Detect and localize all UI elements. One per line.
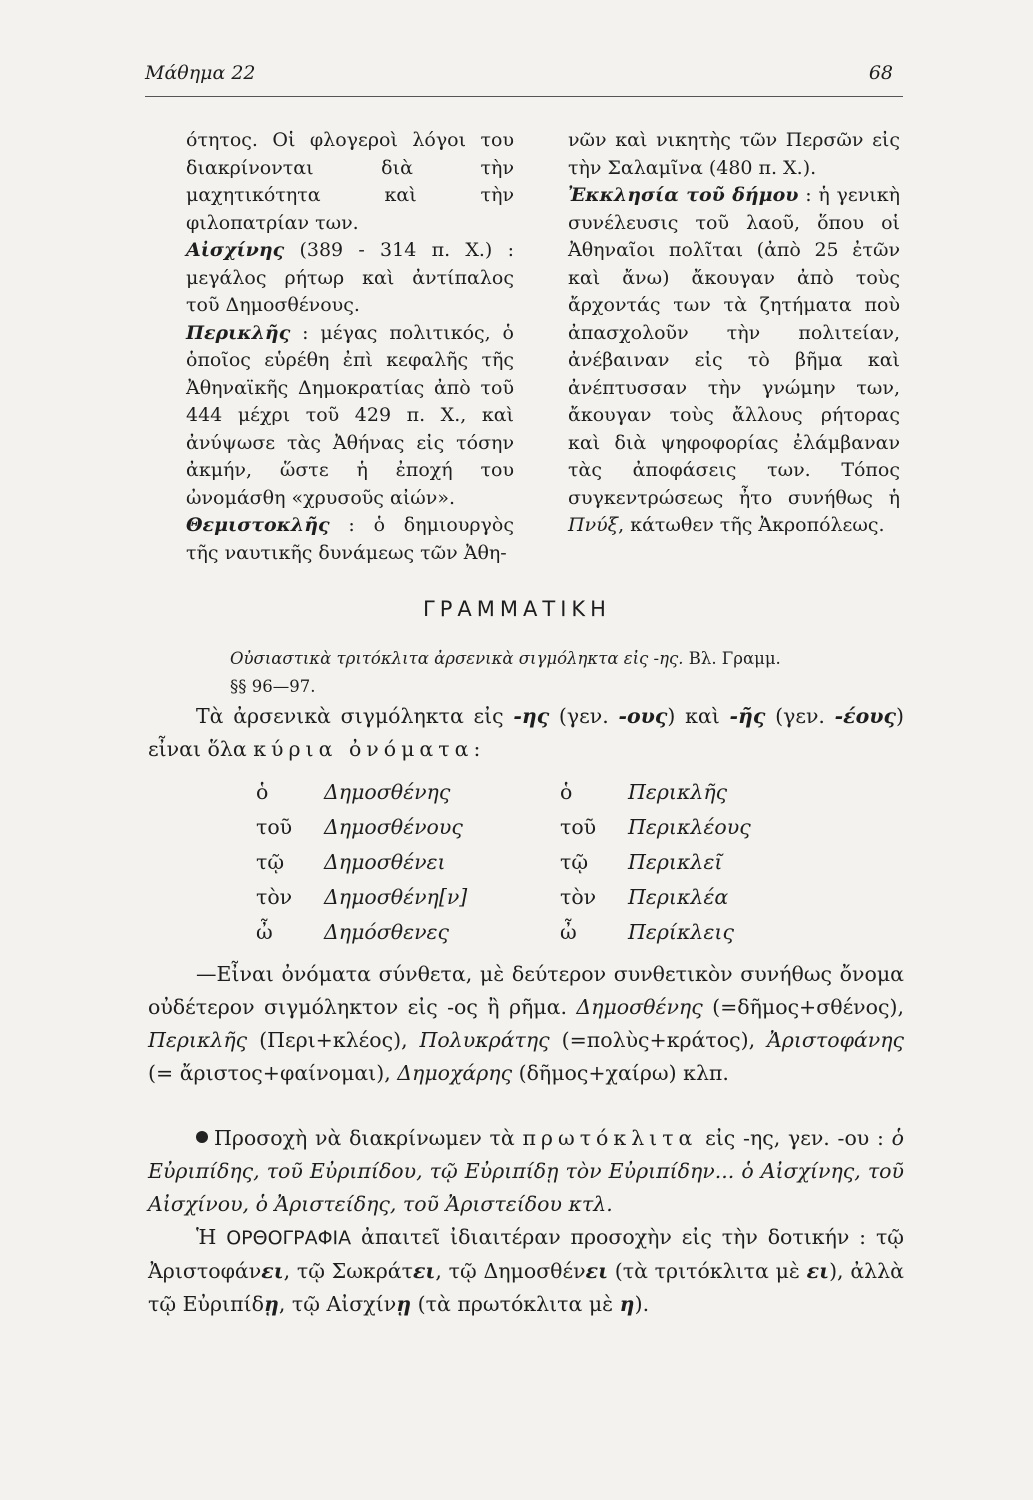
noun-cell: Δημοσθένη[ν]	[324, 884, 468, 909]
noun-cell: Δημόσθενες	[324, 919, 450, 944]
page-number: 68	[868, 62, 893, 84]
glossary-term: Ἐκκλησία τοῦ δήμου	[568, 184, 799, 206]
note-text: (Περι+κλέος),	[247, 1028, 420, 1052]
example-word: Ἀριστοφάνης	[767, 1028, 904, 1052]
attention-note	[148, 1122, 904, 1221]
table-row	[256, 809, 828, 844]
article-cell: τῷ	[560, 849, 589, 874]
bullet-icon	[196, 1131, 208, 1143]
rule-text: :	[473, 737, 481, 761]
note-text: (δῆμος+χαίρω) κλπ.	[512, 1061, 729, 1085]
note-text: ).	[634, 1292, 650, 1316]
noun-cell: Περικλῆς	[628, 779, 728, 804]
section-title: ΓΡΑΜΜΑΤΙΚΗ	[423, 597, 611, 621]
rule-text: (γεν.	[765, 704, 825, 728]
note-text: —Εἶναι ὀνόματα σύνθετα, μὲ δεύτερον συνθετικὸν συνήθως ὄνομα οὐδέτερον σιγμόληκτον εἰς -ος ἢ ρῆμα.	[148, 962, 904, 1019]
rule-text: ) εἶναι ὅλα	[148, 704, 904, 761]
rule-emphasis: κύρια ὀνόματα	[253, 737, 474, 761]
lesson-header: Μάθημα 22	[145, 62, 256, 84]
note-text: (=πολὺς+κράτος),	[549, 1028, 767, 1052]
example-word: Περικλῆς	[148, 1028, 248, 1052]
subtitle-text: Οὐσιαστικὰ τριτόκλιτα ἀρσενικὰ σιγμόληκτα εἰς -ης.	[230, 649, 684, 668]
note-text: , τῷ Δημοσθέν	[435, 1259, 586, 1283]
ending: ει	[261, 1259, 284, 1283]
noun-cell: Δημοσθένης	[324, 779, 451, 804]
ending: -ης	[513, 704, 550, 728]
glossary-text: : ὁ δημιουργὸς τῆς ναυτικῆς δυνάμεως τῶν Ἀθη-	[186, 514, 514, 564]
noun-cell: Δημοσθένους	[324, 814, 463, 839]
note-text: (=δῆμος+σθένος),	[702, 995, 904, 1019]
declension-table	[256, 774, 828, 949]
glossary-text: ότητος. Οἱ φλογεροὶ λόγοι του διακρίνονται διὰ τὴν μαχητικότητα καὶ τὴν φιλοπατρίαν των.	[186, 129, 514, 234]
example-word: Δημοσθένης	[576, 995, 703, 1019]
noun-cell: Περίκλεις	[628, 919, 734, 944]
ending: ῃ	[263, 1292, 279, 1316]
glossary-left-column	[186, 127, 514, 567]
article-cell: ὁ	[560, 779, 573, 804]
glossary-entry	[568, 182, 900, 540]
article-cell: τοῦ	[560, 814, 597, 839]
glossary-text: : μέγας πολιτικός, ὁ ὁποῖος εὑρέθη ἐπὶ κεφαλῆς τῆς Ἀθηναϊκῆς Δημοκρατίας ἀπὸ τοῦ 444 μέχρι τοῦ 429 π. Χ., καὶ ἀνύψωσε τὰς Ἀθήνας εἰς τόσην ἀκμήν, ὥστε ἡ ἐποχή του ὠνομάσθη «χρυσοῦς αἰών».	[186, 321, 514, 509]
note-text: , τῷ Αἰσχίν	[278, 1292, 397, 1316]
article-cell: ὁ	[256, 779, 269, 804]
ending: -έους	[834, 704, 896, 728]
table-row	[256, 774, 828, 809]
glossary-text: : ἡ γενικὴ συνέλευσις τοῦ λαοῦ, ὅπου οἱ Ἀθηναῖοι πολῖται (ἀπὸ 25 ἐτῶν καὶ ἄνω) ἄκουγαν ἀπὸ τοὺς ἄρχοντάς των τὰ ζητήματα ποὺ ἀπασχολοῦν τὴν πολιτείαν, ἀνέβαιναν εἰς τὸ βῆμα καὶ ἀνέπτυσσαν τὴν γνώμην των, ἄκουγαν τοὺς ἄλλους ρήτορας καὶ διὰ ψηφοφορίας ἐλάμβαναν τὰς ἀποφάσεις των. Τόπος συγκεντρώσεως ἦτο συνήθως ἡ	[568, 184, 900, 509]
noun-cell: Περικλέα	[628, 884, 729, 909]
grammar-rule	[148, 700, 904, 766]
noun-cell: Περικλέους	[628, 814, 751, 839]
glossary-text: νῶν καὶ νικητὴς τῶν Περσῶν εἰς τὴν Σαλαμῖνα (480 π. Χ.).	[568, 129, 900, 179]
article-cell: ὦ	[256, 919, 273, 944]
note-text: Προσοχὴ νὰ διακρίνωμεν τὰ	[214, 1126, 523, 1150]
note-heading: ΟΡΘΟΓΡΑΦΙΑ	[226, 1227, 352, 1249]
grammar-sections: §§ 96—97.	[230, 677, 316, 696]
note-text: , τῷ Σωκράτ	[283, 1259, 413, 1283]
ending: -ους	[618, 704, 668, 728]
glossary-text: (389 - 314 π. Χ.) : μεγάλος ρήτωρ καὶ ἀντίπαλος τοῦ Δημοσθένους.	[186, 239, 514, 316]
ending: -ῆς	[729, 704, 766, 728]
ending: ῃ	[396, 1292, 412, 1316]
ending: η	[619, 1292, 635, 1316]
table-row	[256, 914, 828, 949]
glossary-term: Θεμιστοκλῆς	[186, 514, 330, 536]
rule-text: ) καὶ	[667, 704, 730, 728]
section-subtitle	[230, 645, 910, 701]
glossary-entry	[186, 512, 514, 567]
example-word: Πολυκράτης	[419, 1028, 550, 1052]
article-cell: τὸν	[560, 884, 597, 909]
rule-text: (γεν.	[549, 704, 619, 728]
orthography-note	[148, 1221, 904, 1321]
compound-note	[148, 958, 904, 1090]
example-word: Δημοχάρης	[397, 1061, 513, 1085]
ending: ει	[806, 1259, 830, 1283]
note-text: ἀπαιτεῖ ἰδιαιτέραν προσοχὴν εἰς τὴν δοτικήν : τῷ Ἀριστοφάν	[148, 1225, 904, 1283]
table-row	[256, 844, 828, 879]
header-divider	[145, 96, 903, 97]
noun-cell: Δημοσθένει	[324, 849, 446, 874]
glossary-entry	[568, 127, 900, 182]
note-text: ), ἀλλὰ τῷ Εὐριπίδ	[148, 1259, 905, 1316]
table-row	[256, 879, 828, 914]
glossary-entry	[186, 237, 514, 320]
glossary-term: Αἰσχίνης	[186, 239, 285, 261]
glossary-text: , κάτωθεν τῆς Ἀκροπόλεως.	[618, 514, 885, 536]
place-name: Πνύξ	[568, 514, 619, 536]
grammar-reference: Βλ. Γραμμ.	[688, 649, 781, 668]
ending: ει	[412, 1259, 436, 1283]
rule-text: Τὰ ἀρσενικὰ σιγμόληκτα εἰς	[196, 704, 514, 728]
article-cell: τὸν	[256, 884, 293, 909]
note-text: Ἡ	[196, 1225, 227, 1249]
glossary-right-column	[568, 127, 900, 540]
note-emphasis: πρωτόκλιτα	[522, 1126, 698, 1150]
noun-cell: Περικλεῖ	[628, 849, 723, 874]
example-words: ὁ Εὐριπίδης, τοῦ Εὐριπίδου, τῷ Εὐριπίδῃ τὸν Εὐριπίδην... ὁ Αἰσχίνης, τοῦ Αἰσχίνου, ὁ Ἀριστείδης, τοῦ Ἀριστείδου κτλ.	[148, 1126, 904, 1216]
ending: ει	[585, 1259, 608, 1283]
glossary-term: Περικλῆς	[186, 321, 291, 344]
glossary-entry	[186, 127, 514, 237]
note-text: (τὰ τριτόκλιτα μὲ	[608, 1259, 807, 1283]
article-cell: τῷ	[256, 849, 285, 874]
note-text: (= ἄριστος+φαίνομαι),	[148, 1061, 398, 1085]
note-text: (τὰ πρωτόκλιτα μὲ	[411, 1292, 620, 1316]
article-cell: τοῦ	[256, 814, 293, 839]
article-cell: ὦ	[560, 919, 577, 944]
glossary-entry	[186, 320, 514, 513]
note-text: εἰς -ης, γεν. -ου :	[697, 1126, 892, 1150]
